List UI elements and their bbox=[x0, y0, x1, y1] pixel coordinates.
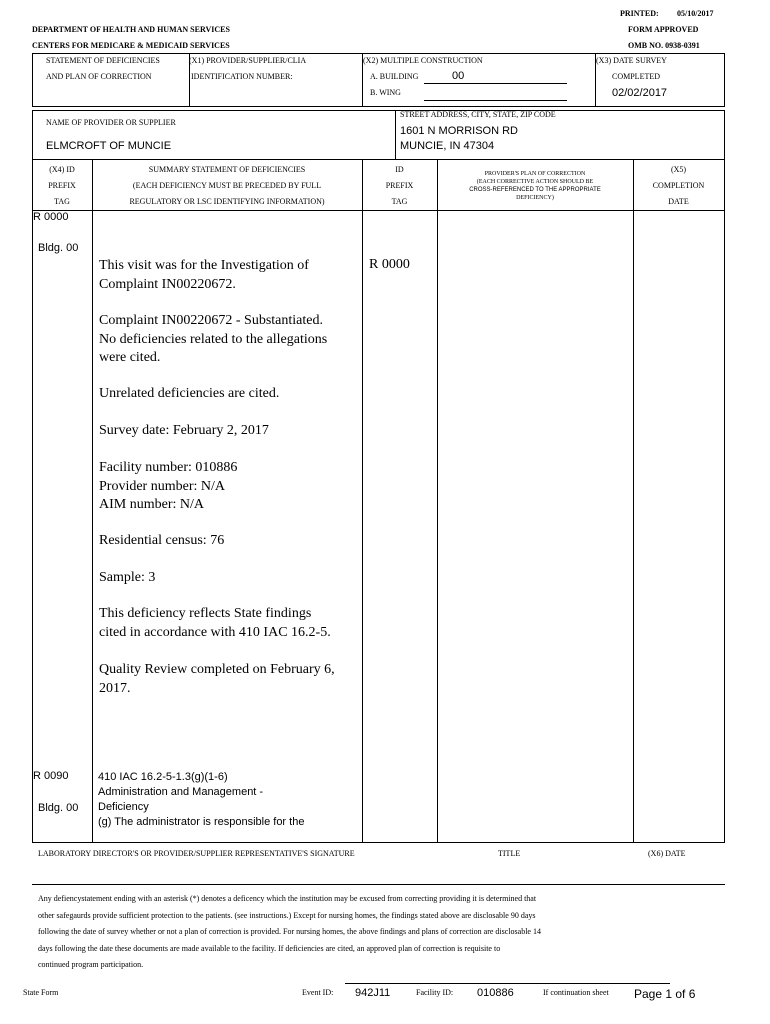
title-label: TITLE bbox=[498, 849, 521, 858]
summary-sub2: REGULATORY OR LSC IDENTIFYING INFORMATION) bbox=[129, 197, 325, 206]
x4-prefix-label: PREFIX bbox=[48, 181, 76, 190]
dept-title: DEPARTMENT OF HEALTH AND HUMAN SERVICES bbox=[32, 25, 230, 34]
plan-sub3: DEFICIENCY) bbox=[516, 195, 554, 201]
facility-id-value: 010886 bbox=[477, 987, 514, 999]
tag-r0000: R 0000 bbox=[33, 211, 69, 223]
plan-heading: PROVIDER'S PLAN OF CORRECTION bbox=[484, 171, 586, 177]
printed-date: 05/10/2017 bbox=[677, 9, 714, 18]
provider-name: ELMCROFT OF MUNCIE bbox=[46, 140, 172, 152]
paragraph-survey-date: Survey date: February 2, 2017 bbox=[99, 423, 269, 438]
identification-label: IDENTIFICATION NUMBER: bbox=[191, 72, 293, 81]
page-number: Page 1 of 6 bbox=[634, 987, 696, 1001]
form-approved: FORM APPROVED bbox=[628, 25, 699, 34]
address-line2: MUNCIE, IN 47304 bbox=[400, 140, 495, 152]
continuation-label: If continuation sheet bbox=[543, 988, 609, 997]
plan-sub1: (EACH CORRECTIVE ACTION SHOULD BE bbox=[476, 179, 594, 185]
address-line1: 1601 N MORRISON RD bbox=[400, 125, 518, 137]
event-id-label: Event ID: bbox=[302, 988, 334, 997]
date-label: DATE bbox=[668, 197, 689, 206]
tag-r0000-right: R 0000 bbox=[369, 257, 410, 272]
x6-date-label: (X6) DATE bbox=[648, 849, 686, 858]
summary-heading: SUMMARY STATEMENT OF DEFICIENCIES bbox=[148, 165, 306, 174]
building-label: A. BUILDING bbox=[370, 72, 419, 81]
x1-label: (X1) PROVIDER/SUPPLIER/CLIA bbox=[189, 56, 307, 65]
event-id-value: 942J11 bbox=[355, 987, 391, 999]
building-tag-2: Bldg. 00 bbox=[38, 802, 79, 814]
printed-label: PRINTED: bbox=[620, 9, 659, 18]
regulation-text: 410 IAC 16.2-5-1.3(g)(1-6) Administration and Management - Deficiency (g) The administrator is responsible for the bbox=[98, 771, 305, 828]
paragraph-unrelated: Unrelated deficiencies are cited. bbox=[99, 386, 280, 401]
paragraph-census: Residential census: 76 bbox=[99, 533, 225, 548]
paragraph-complaint: Complaint IN00220672 - Substantiated. No deficiencies related to the allegations were cited. bbox=[99, 313, 328, 365]
id-tag-label: TAG bbox=[391, 197, 408, 206]
facility-id-label: Facility ID: bbox=[416, 988, 454, 997]
instructions-text: Any defiencystatement ending with an asterisk (*) denotes a deficency which the institution may be excused from correcting providing it is determined that other safegaurds provide sufficient protection to the patients. (see instructions.) Except for nursing homes, the findings stated above are disclosable 90 days following the date of survey whether or not a plan of correction is provided. For nursing homes, the above findings and plans of correction are disclosable 14 days following the date these documents are made available to the facility. If deficiencies are cited, an approved plan of correction is requisite to continued program participation. bbox=[38, 894, 541, 969]
paragraph-investigation: This visit was for the Investigation of Complaint IN00220672. bbox=[99, 258, 309, 292]
plan-sub2: CROSS-REFERENCED TO THE APPROPRIATE bbox=[469, 187, 601, 193]
id-prefix-label: PREFIX bbox=[385, 181, 414, 190]
paragraph-state-findings: This deficiency reflects State findings cited in accordance with 410 IAC 16.2-5. bbox=[99, 606, 331, 640]
centers-title: CENTERS FOR MEDICARE & MEDICAID SERVICES bbox=[32, 41, 230, 50]
statement-label: STATEMENT OF DEFICIENCIES bbox=[46, 56, 160, 65]
completed-label: COMPLETED bbox=[612, 72, 660, 81]
paragraph-facility-numbers: Facility number: 010886 Provider number: N/A AIM number: N/A bbox=[99, 460, 238, 512]
plan-label: AND PLAN OF CORRECTION bbox=[46, 72, 152, 81]
building-tag-1: Bldg. 00 bbox=[38, 242, 79, 254]
omb-number: OMB NO. 0938-0391 bbox=[628, 41, 700, 50]
director-signature-label: LABORATORY DIRECTOR'S OR PROVIDER/SUPPLIER REPRESENTATIVE'S SIGNATURE bbox=[38, 849, 355, 858]
provider-name-label: NAME OF PROVIDER OR SUPPLIER bbox=[46, 118, 176, 127]
tag-r0090: R 0090 bbox=[33, 770, 69, 782]
completion-label: COMPLETION bbox=[652, 181, 705, 190]
x4-tag-label: TAG bbox=[54, 197, 70, 206]
survey-date-value: 02/02/2017 bbox=[612, 87, 668, 99]
wing-label: B. WING bbox=[370, 88, 401, 97]
building-value: 00 bbox=[452, 70, 465, 82]
paragraph-quality-review: Quality Review completed on February 6, 2017. bbox=[99, 662, 335, 696]
x3-label: (X3) DATE SURVEY bbox=[596, 56, 667, 65]
x4-id-label: (X4) ID bbox=[49, 165, 75, 174]
state-form-label: State Form bbox=[23, 988, 59, 997]
address-label: STREET ADDRESS, CITY, STATE, ZIP CODE bbox=[400, 110, 556, 119]
id-label: ID bbox=[395, 165, 404, 174]
paragraph-sample: Sample: 3 bbox=[99, 570, 156, 585]
x5-label: (X5) bbox=[670, 165, 687, 174]
x2-label: (X2) MULTIPLE CONSTRUCTION bbox=[363, 56, 483, 65]
summary-sub1: (EACH DEFICIENCY MUST BE PRECEDED BY FULL bbox=[132, 181, 322, 190]
